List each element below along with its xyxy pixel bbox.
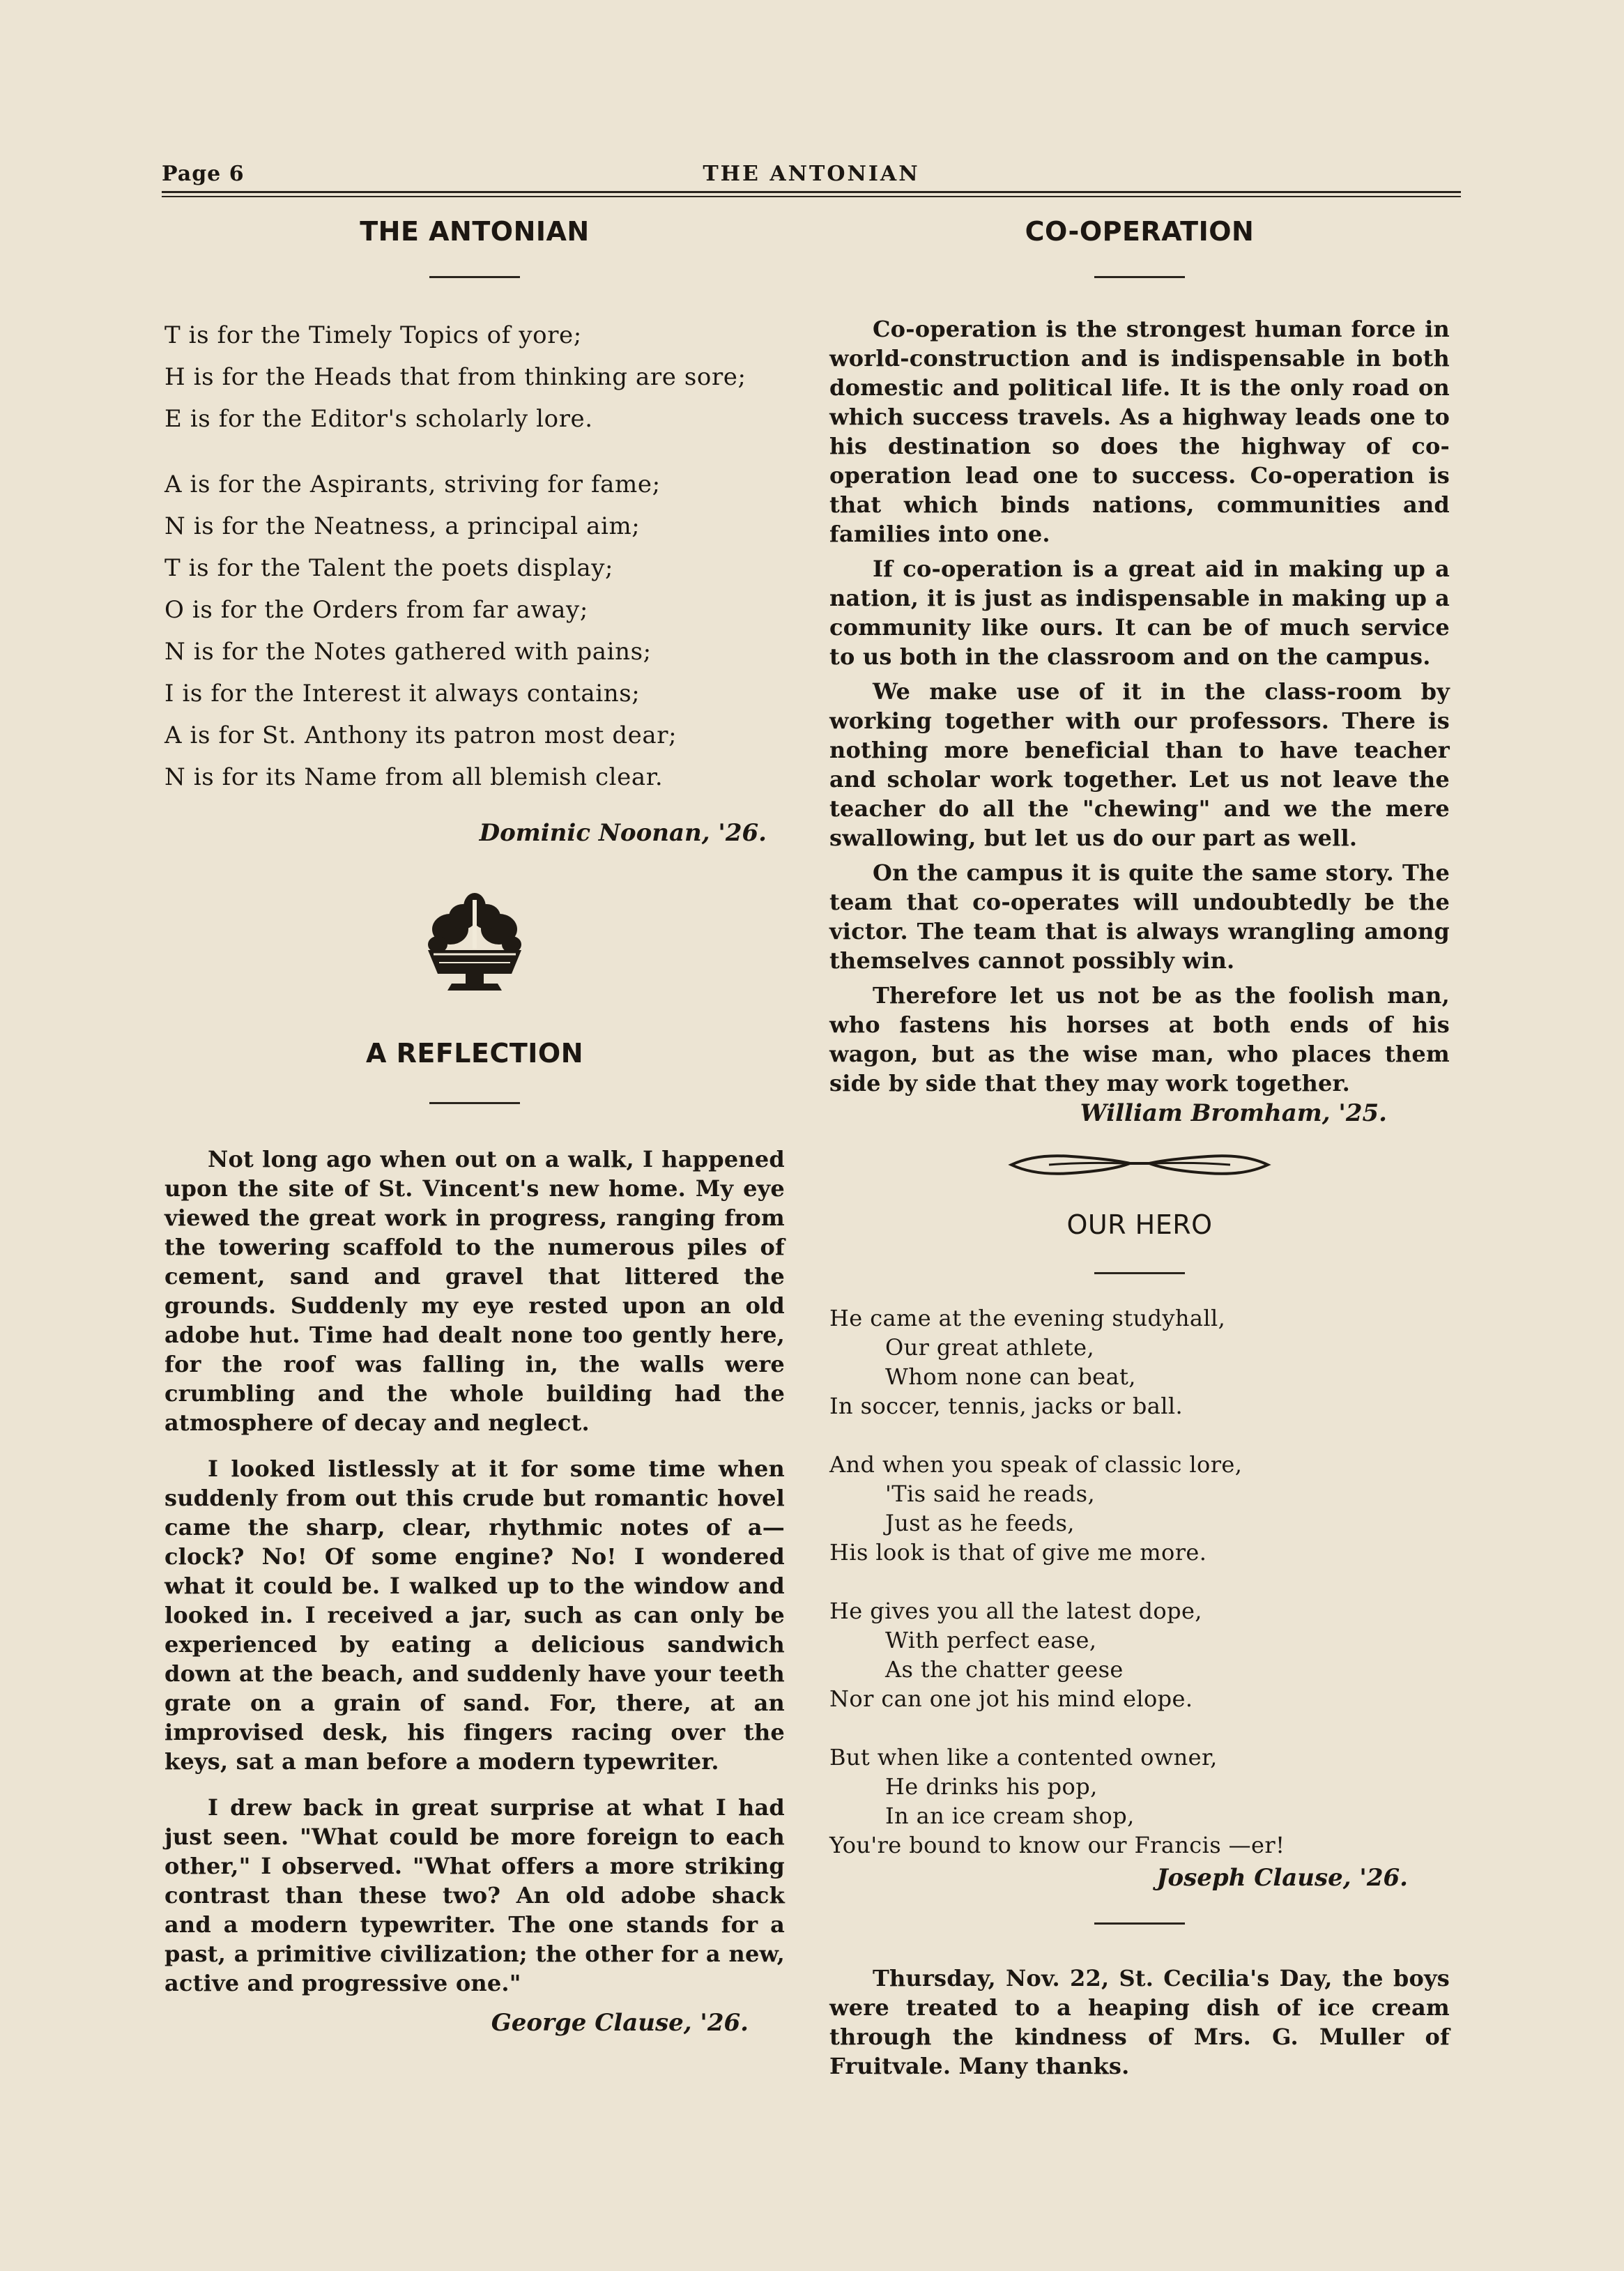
poem-line: A is for the Aspirants, striving for fame; bbox=[164, 471, 661, 498]
page-header bbox=[162, 162, 1461, 190]
left-column bbox=[164, 216, 785, 2037]
cooperation-body bbox=[829, 314, 1450, 1098]
cooperation-author: William Bromham, '25. bbox=[1080, 1099, 1387, 1127]
fountain-ornament-icon bbox=[422, 886, 527, 997]
scroll-divider-icon bbox=[1007, 1149, 1272, 1180]
paragraph: I looked listlessly at it for some time when suddenly from out this crude but romantic hovel came the sharp, clear, rhythmic notes of a—clock? No! Of some engine? No! I wondered what it could be. I walked up to the window and looked in. I received a jar, such as can only be experienced by eating a delicious sandwich down at the beach, and suddenly have your teeth grate on a grain of sand. For, there, at an improvised desk, his fingers racing over the keys, sat a man before a modern typewriter. bbox=[164, 1455, 785, 1775]
hero-stanza bbox=[829, 1596, 1450, 1713]
poem-line: A is for St. Anthony its patron most dear; bbox=[164, 721, 677, 749]
notice-paragraph: Thursday, Nov. 22, St. Cecilia's Day, the boys were treated to a heaping dish of ice cream through the kindness of Mrs. G. Muller of Fruitvale. Many thanks. bbox=[829, 1965, 1450, 2079]
poem-line: You're bound to know our Francis —er! bbox=[829, 1832, 1285, 1858]
poem-line: Our great athlete, bbox=[885, 1334, 1095, 1361]
poem-line: He came at the evening studyhall, bbox=[829, 1305, 1226, 1331]
poem-line: Just as he feeds, bbox=[885, 1510, 1075, 1536]
paragraph: I drew back in great surprise at what I had just seen. "What could be more foreign to each other," I observed. "What offers a more striking contrast than these two? An old adobe shack and a modern typewriter. The one stands for a past, a primitive civilization; the other for a new, active and progressive one." bbox=[164, 1794, 785, 1996]
ice-cream-notice bbox=[829, 1964, 1450, 2081]
hero-stanza bbox=[829, 1450, 1450, 1567]
paragraph: Not long ago when out on a walk, I happened upon the site of St. Vincent's new home. My eye viewed the great work in progress, ranging from the towering scaffold to the numerous piles of cement, sand and gravel that littered the grounds. Suddenly my eye rested upon an old adobe hut. Time had dealt none too gently here, for the roof was falling in, the walls were crumbling and the whole building had the atmosphere of decay and neglect. bbox=[164, 1146, 785, 1436]
poem-stanza-2 bbox=[164, 464, 785, 798]
publication-title: THE ANTONIAN bbox=[703, 162, 920, 186]
poem-line: N is for the Notes gathered with pains; bbox=[164, 638, 652, 666]
antonian-poem bbox=[164, 216, 785, 847]
paragraph: Co-operation is the strongest human force in world-construction and is indispensable in both domestic and political life. It is the only road on which success travels. As a highway leads one to his destination so does the highway of co-operation lead one to success. Co-operation is that which binds nations, communities and families into one. bbox=[829, 316, 1450, 547]
reflection-article bbox=[164, 1038, 785, 2037]
our-hero-poem bbox=[829, 1209, 1450, 1892]
poem-line: I is for the Interest it always contains; bbox=[164, 680, 641, 708]
poem-line: With perfect ease, bbox=[885, 1627, 1097, 1653]
hero-stanza bbox=[829, 1743, 1450, 1860]
reflection-title: A REFLECTION bbox=[365, 1038, 584, 1069]
poem-line: N is for its Name from all blemish clear. bbox=[164, 763, 664, 791]
right-column bbox=[829, 216, 1450, 2081]
poem-line: His look is that of give me more. bbox=[829, 1539, 1207, 1566]
hero-title: OUR HERO bbox=[1066, 1209, 1213, 1240]
poem-line: He gives you all the latest dope, bbox=[829, 1598, 1202, 1624]
poem-line: E is for the Editor's scholarly lore. bbox=[164, 405, 593, 433]
poem-line: He drinks his pop, bbox=[885, 1773, 1098, 1800]
cooperation-title: CO-OPERATION bbox=[1025, 216, 1255, 247]
poem-author: Dominic Noonan, '26. bbox=[479, 819, 767, 847]
poem-line: Whom none can beat, bbox=[885, 1363, 1136, 1390]
poem-line: T is for the Timely Topics of yore; bbox=[164, 321, 582, 349]
poem-line: T is for the Talent the poets display; bbox=[164, 554, 614, 582]
header-rule-bottom bbox=[162, 196, 1461, 197]
hero-author: Joseph Clause, '26. bbox=[1156, 1864, 1408, 1892]
poem-line: O is for the Orders from far away; bbox=[164, 596, 588, 624]
poem-line: Nor can one jot his mind elope. bbox=[829, 1685, 1193, 1712]
cooperation-article bbox=[829, 216, 1450, 1127]
reflection-body bbox=[164, 1145, 785, 1998]
paragraph: Therefore let us not be as the foolish man, who fastens his horses at both ends of his wagon, but as the wise man, who places them side by side that they may work together. bbox=[829, 982, 1450, 1096]
poem-line: But when like a contented owner, bbox=[829, 1744, 1218, 1771]
poem-line: In an ice cream shop, bbox=[885, 1803, 1135, 1829]
poem-stanza-1 bbox=[164, 314, 785, 440]
poem-line: N is for the Neatness, a principal aim; bbox=[164, 512, 641, 540]
poem-line: 'Tis said he reads, bbox=[885, 1481, 1096, 1507]
paragraph: We make use of it in the class-room by working together with our professors. There is nothing more beneficial than to have teacher and scholar work together. Let us not leave the teacher do all the "chewing" and we the mere swallowing, but let us do our part as well. bbox=[829, 678, 1450, 851]
header-rule-top bbox=[162, 191, 1461, 193]
poem-line: And when you speak of classic lore, bbox=[829, 1451, 1243, 1478]
paragraph: On the campus it is quite the same story. The team that co-operates will undoubtedly be the victor. The team that is always wrangling among themselves cannot possibly win. bbox=[829, 859, 1450, 974]
reflection-author: George Clause, '26. bbox=[491, 2009, 749, 2037]
poem-line: In soccer, tennis, jacks or ball. bbox=[829, 1393, 1183, 1419]
page-number: Page 6 bbox=[162, 162, 245, 186]
poem-line: As the chatter geese bbox=[885, 1656, 1124, 1683]
paragraph: If co-operation is a great aid in making up a nation, it is just as indispensable in making up a community like ours. It can be of much service to us both in the classroom and on the campus. bbox=[829, 556, 1450, 670]
poem-title: THE ANTONIAN bbox=[360, 216, 590, 247]
poem-line: H is for the Heads that from thinking are sore; bbox=[164, 363, 746, 391]
hero-stanza bbox=[829, 1303, 1450, 1421]
